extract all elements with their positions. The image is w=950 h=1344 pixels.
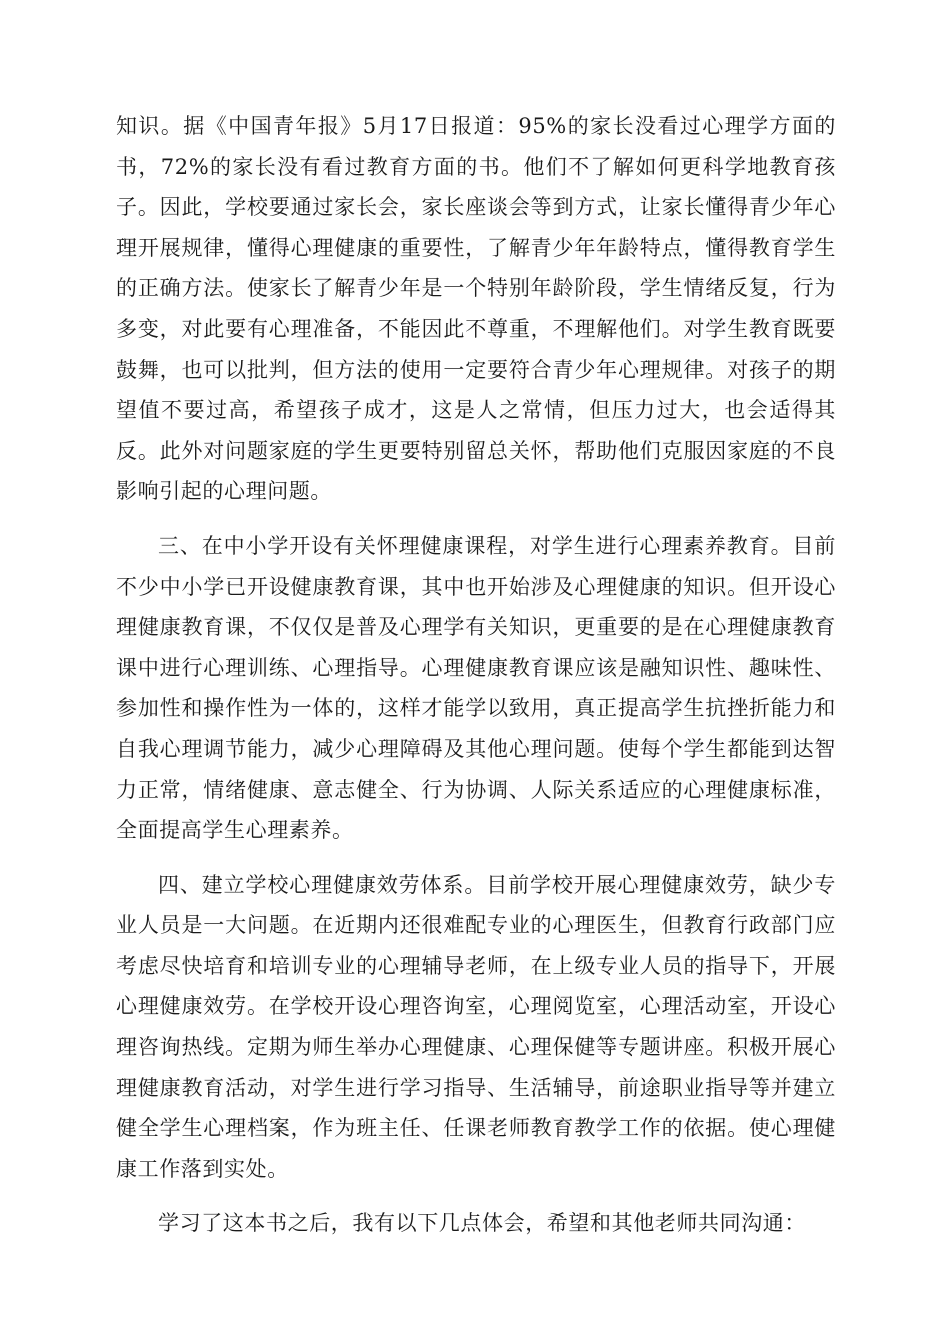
document-body: [116, 106, 836, 1244]
paragraph-psychology-course: 三、在中小学开设有关怀理健康课程，对学生进行心理素养教育。目前不少中小学已开设健康教育课，其中也开始涉及心理健康的知识。但开设心理健康教育课，不仅仅是普及心理学有关知识，更重要的是在心理健康教育课中进行心理训练、心理指导。心理健康教育课应该是融知识性、趣味性、参加性和操作性为一体的，这样才能学以致用，真正提高学生抗挫折能力和自我心理调节能力，减少心理障碍及其他心理问题。使每个学生都能到达智力正常，情绪健康、意志健全、行为协调、人际关系适应的心理健康标准，全面提高学生心理素养。: [116, 533, 836, 843]
paragraph-reflection-intro: 学习了这本书之后，我有以下几点体会，希望和其他老师共同沟通：: [158, 1211, 806, 1236]
paragraph-parent-education: 知识。据《中国青年报》5月17日报道：95%的家长没看过心理学方面的书，72%的家长没有看过教育方面的书。他们不了解如何更科学地教育孩子。因此，学校要通过家长会，家长座谈会等到方式，让家长懂得青少年心理开展规律，懂得心理健康的重要性，了解青少年年龄特点，懂得教育学生的正确方法。使家长了解青少年是一个特别年龄阶段，学生情绪反复，行为多变，对此要有心理准备，不能因此不尊重，不理解他们。对学生教育既要鼓舞，也可以批判，但方法的使用一定要符合青少年心理规律。对孩子的期望值不要过高，希望孩子成才，这是人之常情，但压力过大，也会适得其反。此外对问题家庭的学生更要特别留总关怀，帮助他们克服因家庭的不良影响引起的心理问题。: [116, 114, 836, 504]
paragraph-service-system: 四、建立学校心理健康效劳体系。目前学校开展心理健康效劳，缺少专业人员是一大问题。在近期内还很难配专业的心理医生，但教育行政部门应考虑尽快培育和培训专业的心理辅导老师，在上级专业人员的指导下，开展心理健康效劳。在学校开设心理咨询室，心理阅览室，心理活动室，开设心理咨询热线。定期为师生举办心理健康、心理保健等专题讲座。积极开展心理健康教育活动，对学生进行学习指导、生活辅导，前途职业指导等并建立健全学生心理档案，作为班主任、任课老师教育教学工作的依据。使心理健康工作落到实处。: [116, 872, 836, 1181]
